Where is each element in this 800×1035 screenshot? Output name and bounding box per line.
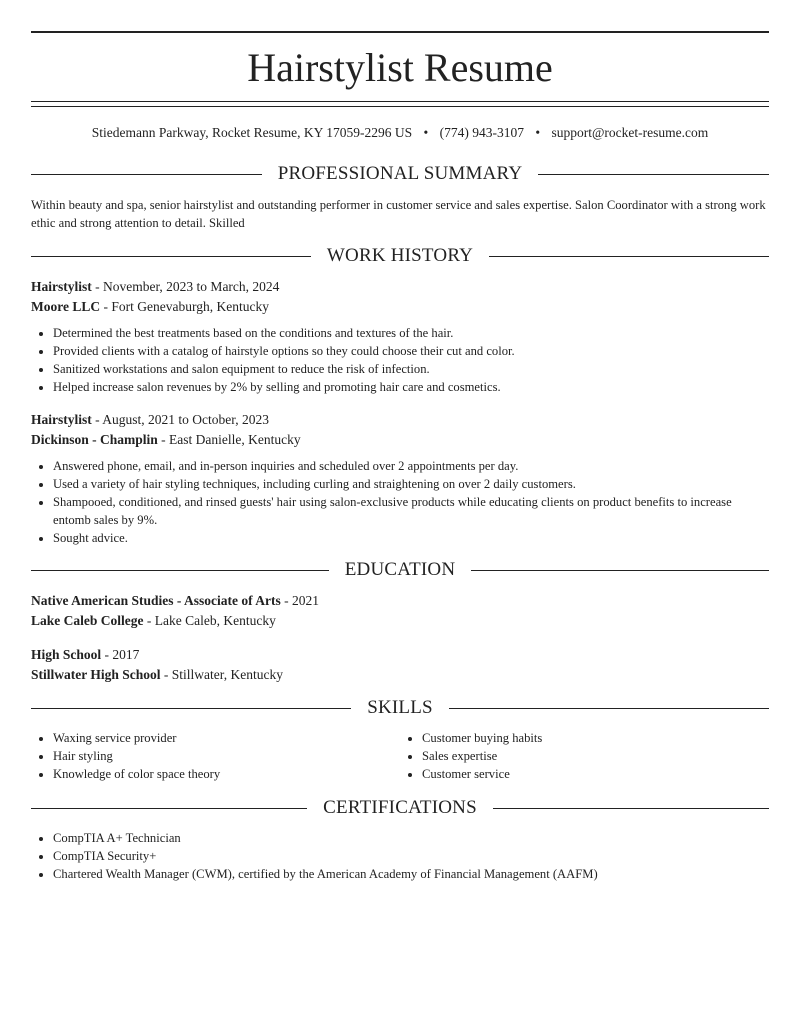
- job-dates: - August, 2021 to October, 2023: [91, 412, 269, 427]
- heading-rule-right: [449, 708, 769, 709]
- job-dates: - November, 2023 to March, 2024: [91, 279, 280, 294]
- education-entry: [31, 645, 769, 685]
- education-year: - 2017: [101, 647, 140, 662]
- education-degree-line: [31, 645, 769, 665]
- heading-rule-right: [471, 570, 769, 571]
- job-title-line: [31, 410, 769, 430]
- list-item: • Sought advice.: [53, 529, 769, 547]
- education-location: - Lake Caleb, Kentucky: [143, 613, 276, 628]
- education-degree: Native American Studies - Associate of Arts: [31, 593, 281, 608]
- contact-email: support@rocket-resume.com: [551, 125, 709, 140]
- job-duties-list: [31, 324, 769, 396]
- contact-separator: •: [423, 125, 429, 140]
- list-item: • Knowledge of color space theory: [53, 765, 400, 783]
- skills-grid: [31, 729, 769, 783]
- heading-rule-left: [31, 174, 262, 175]
- section-heading-certifications: [31, 796, 769, 820]
- section-heading-summary: [31, 162, 769, 186]
- heading-rule-right: [489, 256, 769, 257]
- heading-rule-right: [538, 174, 769, 175]
- section-title: EDUCATION: [344, 559, 456, 580]
- skills-column-right: [400, 729, 769, 783]
- job-company: Moore LLC: [31, 299, 101, 314]
- section-heading-work-history: [31, 244, 769, 268]
- job-entry: [31, 410, 769, 547]
- job-company-line: [31, 297, 769, 317]
- job-title: Hairstylist: [31, 279, 92, 294]
- heading-rule-left: [31, 256, 311, 257]
- section-heading-education: [31, 558, 769, 582]
- heading-rule-left: [31, 708, 351, 709]
- section-heading-skills: [31, 696, 769, 720]
- education-location: - Stillwater, Kentucky: [160, 667, 283, 682]
- education-year: - 2021: [280, 593, 319, 608]
- list-item: • Used a variety of hair styling techniques, including curling and straightening on over 2 daily customers.: [53, 475, 769, 493]
- job-company: Dickinson - Champlin: [31, 432, 158, 447]
- list-item: • CompTIA Security+: [53, 847, 769, 865]
- education-school: Lake Caleb College: [31, 613, 144, 628]
- skills-list: [31, 729, 400, 783]
- education-school-line: [31, 611, 769, 631]
- job-location: - East Danielle, Kentucky: [157, 432, 301, 447]
- certifications-list: [31, 829, 769, 883]
- list-item: • Customer service: [422, 765, 769, 783]
- list-item: • Chartered Wealth Manager (CWM), certified by the American Academy of Financial Management (AAFM): [53, 865, 769, 883]
- section-title: CERTIFICATIONS: [323, 797, 477, 818]
- list-item: • Answered phone, email, and in-person inquiries and scheduled over 2 appointments per day.: [53, 457, 769, 475]
- list-item: • CompTIA A+ Technician: [53, 829, 769, 847]
- list-item: • Customer buying habits: [422, 729, 769, 747]
- summary-text: Within beauty and spa, senior hairstylist and outstanding performer in customer service and sales expertise. Salon Coordinator with a strong work ethic and strong attention to detail. Skilled: [31, 198, 766, 230]
- list-item: • Provided clients with a catalog of hairstyle options so they could choose their cut and color.: [53, 342, 769, 360]
- list-item: • Helped increase salon revenues by 2% by selling and promoting hair care and cosmetics.: [53, 378, 769, 396]
- contact-address: Stiedemann Parkway, Rocket Resume, KY 17059-2296 US: [91, 125, 413, 140]
- heading-rule-left: [31, 808, 307, 809]
- skills-list: [400, 729, 769, 783]
- title-double-divider: [31, 101, 769, 107]
- section-title: SKILLS: [367, 697, 433, 718]
- education-entry: [31, 591, 769, 631]
- section-title: WORK HISTORY: [326, 245, 474, 266]
- education-degree: High School: [31, 647, 102, 662]
- contact-line: [31, 124, 769, 142]
- job-entry: [31, 277, 769, 396]
- contact-separator: •: [535, 125, 541, 140]
- job-location: - Fort Genevaburgh, Kentucky: [100, 299, 269, 314]
- certifications-block: [31, 829, 769, 883]
- contact-phone: (774) 943-3107: [439, 125, 524, 140]
- job-title-line: [31, 277, 769, 297]
- list-item: • Hair styling: [53, 747, 400, 765]
- section-title: PROFESSIONAL SUMMARY: [277, 163, 523, 184]
- list-item: • Sales expertise: [422, 747, 769, 765]
- list-item: • Sanitized workstations and salon equipment to reduce the risk of infection.: [53, 360, 769, 378]
- list-item: • Shampooed, conditioned, and rinsed guests' hair using salon-exclusive products while educating clients on product benefits to increase entomb sales by 9%.: [53, 493, 769, 529]
- resume-title: Hairstylist Resume: [247, 45, 553, 90]
- list-item: • Determined the best treatments based on the conditions and textures of the hair.: [53, 324, 769, 342]
- skills-column-left: [31, 729, 400, 783]
- top-divider: [31, 31, 769, 33]
- heading-rule-left: [31, 570, 329, 571]
- job-title: Hairstylist: [31, 412, 92, 427]
- job-company-line: [31, 430, 769, 450]
- heading-rule-right: [493, 808, 769, 809]
- education-school-line: [31, 665, 769, 685]
- education-degree-line: [31, 591, 769, 611]
- education-school: Stillwater High School: [31, 667, 161, 682]
- job-duties-list: [31, 457, 769, 547]
- list-item: • Waxing service provider: [53, 729, 400, 747]
